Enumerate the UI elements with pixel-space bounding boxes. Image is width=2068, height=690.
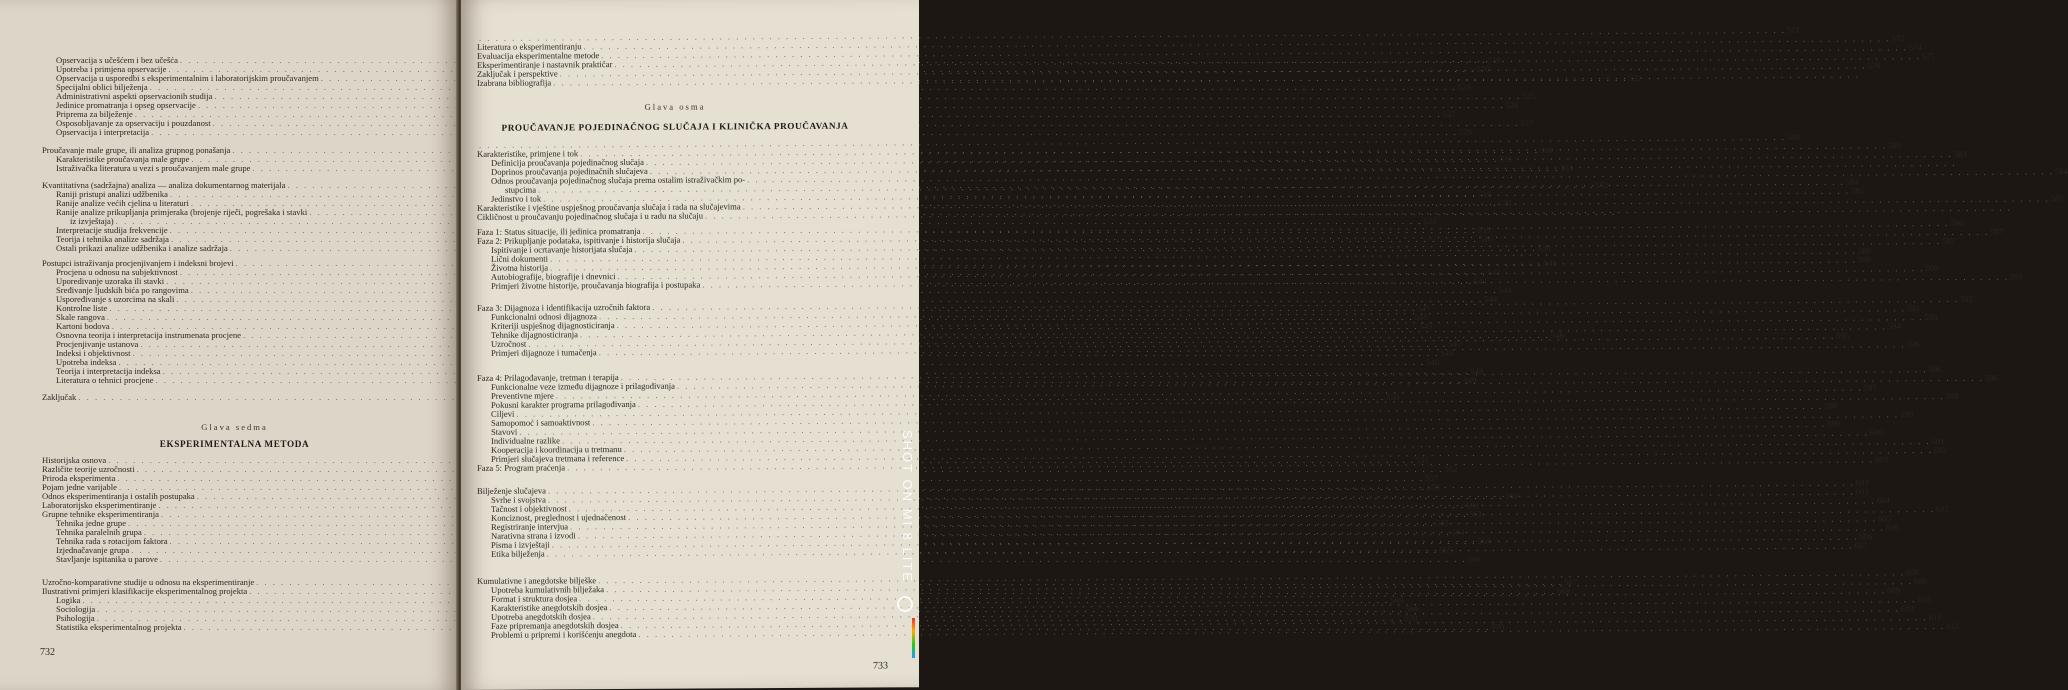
toc-entry — [477, 210, 873, 221]
toc-entry-title: Kriteriji uspješnog dijagnosticiranja — [491, 320, 615, 331]
toc-entry-title: Tehnika paralelnih grupa — [56, 527, 142, 537]
toc-entry-page: 545 — [1417, 303, 1431, 313]
toc-entry-title: Uspoređivanje s uzorcima na skali — [56, 294, 175, 304]
toc-entry-title: Osnovna teorija i interpretacija instrumenata procjene — [56, 330, 241, 340]
toc-entry-title: Faza 1: Status situacije, ili jedinica promatranja — [477, 225, 641, 237]
toc-entry-title: Literatura o eksperimentiranju — [477, 41, 582, 52]
toc-entry-page: 569 — [1390, 595, 1404, 605]
toc-entry-title: Pojam jedne varijable — [42, 482, 117, 492]
toc-entry-title: Izabrana bibliografija — [477, 77, 552, 88]
toc-entry-page: 603 — [1855, 477, 1869, 488]
toc-entry-page: 586 — [1950, 217, 1964, 228]
toc-entry-title: Odnos proučavanja pojedinačnog slučaja prema ostalim istraživačkim po- — [491, 174, 746, 186]
toc-entry-title: Uzročnost — [491, 338, 527, 349]
toc-entry-page: 544 — [1484, 294, 1498, 304]
toc-entry-page: 590 — [1925, 262, 1939, 274]
toc-entry-title: Ispitivanje i ocrtavanje historijata slučaja — [491, 243, 633, 255]
toc-entry-title: Opservacija u usporedbi s eksperimentalnim i laboratorijskim proučavanjem — [56, 73, 319, 83]
toc-entry-page: 530 — [1540, 145, 1554, 155]
toc-entry-page: 527 — [1520, 118, 1534, 128]
toc-entry-title: Konciznost, preglednost i ujednačenost — [491, 511, 627, 523]
toc-entry-page: 564 — [1451, 527, 1465, 537]
toc-entry-page: 561 — [1466, 500, 1480, 510]
toc-entry-page: 529 — [1458, 127, 1472, 137]
toc-entry-page: 587 — [1990, 226, 2004, 237]
toc-entry-page: 605 — [1877, 513, 1891, 524]
toc-entry-title: Jedinice promatranja i opseg opservacije — [56, 100, 196, 110]
toc-entry-page: 596 — [1928, 363, 1942, 375]
toc-entry-title: Statistika eksperimentalnog projekta — [56, 622, 182, 632]
watermark-color-bar — [912, 618, 915, 658]
toc-entry-title: Literatura o tehnici procjene — [56, 375, 154, 385]
toc-entry-page: 566 — [1467, 554, 1481, 564]
toc-entry-title: Primjeri slučajeva tretmana i reference — [491, 453, 625, 464]
toc-entry-title: Kvantitativna (sadržajna) analiza — analiza dokumentarnog materijala — [42, 180, 286, 190]
toc-entry-page: 591 — [2010, 271, 2024, 282]
toc-entry-title: Osposobljavanje za opservaciju i pouzdanost — [56, 118, 211, 128]
toc-entry-title: Bilježenje slučajeva — [477, 485, 546, 496]
toc-entry-title: Kooperacija i koordinacija u tretmanu — [491, 444, 622, 455]
toc-entry-title: Historijska osnova — [42, 455, 107, 465]
toc-entry-page: 592 — [1960, 293, 1974, 304]
toc-entry-title: Teorija i interpretacija indeksa — [56, 366, 161, 376]
toc-entry-title: Odnos eksperimentiranja i ostalih postupaka — [42, 491, 195, 501]
toc-entry-page: 548 — [1440, 348, 1454, 358]
toc-entry-page: 600 — [1869, 427, 1883, 438]
camera-lens-icon — [897, 596, 913, 612]
toc-entry-page: 527 — [1442, 109, 1456, 119]
toc-entry-page: 563 — [1468, 509, 1482, 519]
toc-entry-title: Grupne tehnike eksperimentiranja — [42, 509, 159, 519]
toc-entry-page: 542 — [1487, 267, 1501, 277]
toc-entry-title: Specijalni oblici bilježenja — [56, 82, 148, 92]
toc-entry-page: 548 — [1426, 357, 1440, 367]
toc-entry-title: Svrhe i svojstva — [491, 494, 546, 505]
toc-entry-page: 593 — [1924, 311, 1938, 323]
toc-entry-title: Uzročno-komparativne studije u odnosu na eksperimentiranje — [42, 577, 255, 587]
toc-entry-title: Kartoni bodova — [56, 321, 110, 331]
toc-entry — [42, 554, 1481, 564]
toc-entry-title: Narativna strana i izvodi — [491, 530, 576, 541]
toc-entry-title: Stavljanje ispitanika u parove — [56, 554, 158, 564]
toc-entry-title: Pokusni karakter programa prilagođivanja — [491, 398, 636, 410]
toc-entry-title: Upotreba i primjena opservacije — [56, 64, 167, 74]
toc-entry-page: 608 — [1905, 567, 1919, 578]
toc-entry-title: Pisma i izvještaji — [491, 539, 550, 550]
toc-entry-page: 539 — [1537, 243, 1551, 253]
toc-entry-page: 589 — [1857, 245, 1871, 256]
toc-entry-page: 598 — [1824, 400, 1838, 411]
toc-entry-title: iz izvještaja) — [70, 216, 114, 226]
toc-entry-title: Primjeri dijagnoze i tumačenja — [491, 347, 597, 358]
toc-entry-title: Registriranje intervjua — [491, 521, 569, 532]
toc-entry-title: Jedinstvo i tok — [491, 193, 542, 204]
toc-entry-title: Administrativni aspekti opservacionih studija — [56, 91, 213, 101]
toc-entry-page: 526 — [1505, 100, 1519, 110]
toc-entry-title: Kontrolne liste — [56, 303, 108, 313]
toc-entry-page: 611 — [1946, 620, 1960, 631]
toc-entry-page: 547 — [1448, 339, 1462, 349]
chapter-label: Glava sedma — [201, 422, 268, 432]
toc-entry-title: Autobiografije, biografije i dnevnici — [491, 271, 616, 282]
toc-entry-title: Raniji pristupi analizi udžbenika — [56, 189, 168, 199]
toc-entry-title: Upotreba kumulativnih bilježaka — [491, 584, 605, 595]
toc-entry-title: Ciljevi — [491, 408, 515, 419]
toc-entry-page: 583 — [1953, 148, 1967, 159]
toc-entry-page: 590 — [1857, 254, 1871, 265]
toc-entry-page: 549 — [1463, 375, 1477, 385]
toc-entry-title: Izjednačavanje grupa — [56, 545, 130, 555]
toc-entry-page: 585 — [2050, 193, 2064, 204]
toc-entry-title: Tačnost i objektivnost — [491, 503, 567, 514]
toc-entry-page: 599 — [1900, 409, 1914, 420]
toc-entry-title: Uporedivanje uzoraka ili stavki — [56, 276, 165, 286]
toc-entry-title: Tehnika rada s rotacijom faktora — [56, 536, 168, 546]
toc-entry-page: 607 — [1854, 540, 1868, 551]
toc-entry-page: 606 — [1885, 522, 1899, 533]
toc-entry-page: 580 — [1888, 140, 1901, 151]
toc-entry-title: Životna historija — [491, 262, 549, 273]
toc-entry-title: Opservacija i interpretacija — [56, 127, 150, 137]
toc-entry-title: Format i struktura dosjea — [491, 593, 578, 604]
toc-entry-title: Faza 5: Program praćenja — [477, 462, 566, 473]
toc-entry-page: 603 — [1874, 454, 1888, 465]
toc-entry-title: Primjeri životne historije, proučavanja biografija i postupaka — [491, 279, 701, 291]
toc-entry-title: Ostali prikazi analize udžbenika i analize sadržaja — [56, 243, 228, 253]
camera-watermark-text: SHOT ON MI 8 LITE — [900, 430, 915, 583]
toc-entry-title: Logika — [56, 595, 81, 605]
toc-entry-page: 520 — [1476, 64, 1490, 74]
toc-entry-title: Indeksi i objektivnost — [56, 348, 131, 358]
toc-entry-page: 580 — [1786, 131, 1800, 142]
toc-entry-page: 533 — [1498, 198, 1512, 208]
toc-entry-title: Sređivanje ljudskih bića po rangovima — [56, 285, 189, 295]
toc-entry-page: 559 — [1426, 482, 1440, 492]
toc-entry-page: 570 — [1491, 622, 1505, 632]
toc-entry-page: 576 — [1867, 60, 1881, 71]
toc-entry-page: 519 — [1487, 55, 1501, 65]
toc-entry-page: 611 — [1928, 611, 1942, 623]
toc-entry — [42, 127, 1472, 137]
toc-entry-title: Tehnike dijagnosticiranja — [491, 329, 578, 340]
toc-entry-page: 608 — [1914, 576, 1927, 587]
toc-entry-page: 603 — [1855, 486, 1869, 497]
toc-entry-page: 536 — [1478, 234, 1492, 244]
toc-entry-title: Evaluacija eksperimentalne metode — [477, 50, 600, 61]
toc-entry-page: 584 — [1845, 176, 1859, 187]
toc-entry-page: 551 — [1416, 455, 1429, 465]
toc-entry-title: Upotreba anegdotskih dosjea — [491, 611, 591, 622]
toc-entry-title: Karakteristike anegdotskih dosjea — [491, 602, 608, 613]
toc-entry-page: 564 — [1477, 536, 1491, 546]
toc-entry — [477, 76, 873, 87]
toc-entry-page: 533 — [1477, 189, 1491, 199]
toc-entry-page: 552 — [1444, 464, 1458, 474]
toc-entry-page: 531 — [1499, 154, 1513, 164]
chapter-label: Glava osma — [644, 101, 706, 112]
toc-entry-page: 610 — [1900, 603, 1914, 614]
toc-entry-title: Proučavanje male grupe, ili analiza grupnog ponašanja — [42, 145, 231, 155]
toc-entry-title: Zaključak i perspektive — [477, 68, 558, 79]
toc-entry-page: 574 — [1909, 42, 1922, 53]
toc-entry-page: 545 — [1419, 321, 1433, 331]
chapter-title: EKSPERIMENTALNA METODA — [159, 439, 310, 449]
toc-entry-title: Doprinos proučavanja pojedinačnih slučajeva — [491, 165, 648, 177]
toc-entry-title: Opservacija s učešćem i bez učešća — [56, 55, 178, 65]
toc-entry-page: 535 — [1477, 225, 1491, 235]
toc-entry-title: Priprema za bilježenje — [56, 109, 133, 119]
toc-entry-page: 584 — [2055, 166, 2068, 177]
toc-entry-title: stupcima — [505, 184, 537, 195]
chapter-title: PROUČAVANJE POJEDINAČNOG SLUČAJA I KLINIČKA PROUČAVANJA — [501, 120, 849, 133]
toc-entry-page: 606 — [1859, 531, 1873, 542]
toc-entry-page: 565 — [1439, 545, 1453, 555]
toc-entry-title: Procjena u odnosu na subjektivnost — [56, 267, 178, 277]
toc-entry-page: 542 — [1543, 258, 1557, 268]
toc-entry-title: Lični dokumenti — [491, 253, 549, 264]
toc-entry-title: Skale rangova — [56, 312, 105, 322]
toc-entry-title: Individualne razlike — [491, 435, 560, 446]
toc-entry-title: Samopomoć i samoaktivnost — [491, 417, 591, 428]
toc-entry-title: Sociologija — [56, 604, 96, 614]
toc-entry-title: Problemi u pripremi i korišćenju anegdota — [491, 628, 637, 640]
toc-entry-title: Funkcionalni odnosi dijagnoza — [491, 311, 597, 322]
toc-entry-title: Tehnika jedne grupe — [56, 518, 127, 528]
toc-entry-title: Etika bilježenja — [491, 548, 545, 559]
toc-entry-page: 544 — [1498, 285, 1512, 295]
toc-entry-page: 525 — [1522, 91, 1536, 101]
toc-entry-title: Kumulativne i anegdotske bilješke — [477, 575, 597, 586]
toc-entry-page: 548 — [1470, 366, 1484, 376]
toc-entry-title: Definicija proučavanja pojedinačnog slučaja — [491, 156, 644, 168]
toc-entry-page: 569 — [1405, 604, 1418, 614]
toc-entry-page: 592 — [1906, 303, 1920, 314]
toc-entry-title: Ranije analize prikupljanja primjeraka (brojenje riječi, pogrešaka i stavki — [56, 207, 308, 217]
toc-entry-title: Interpretacije studija frekvencije — [56, 225, 168, 235]
toc-entry-page: 609 — [1887, 585, 1900, 596]
toc-entry-page: 567 — [1564, 577, 1577, 587]
toc-entry-page: 534 — [1423, 216, 1437, 226]
toc-entry-page — [1860, 70, 1874, 79]
toc-entry-title: Eksperimentiranje i nastavnik praktičar — [477, 59, 613, 70]
toc-entry-page: 570 — [1404, 613, 1418, 623]
toc-entry-page: 557 — [1425, 473, 1439, 483]
toc-entry-page: 546 — [1550, 330, 1564, 340]
toc-entry-title: Teorija i tehnika analize sadržaja — [56, 234, 169, 244]
toc-entry-page: 597 — [1863, 382, 1877, 393]
toc-entry-title: Različite teorije uzročnosti — [42, 464, 135, 474]
toc-entry-title: Zaključak — [42, 392, 77, 402]
toc-entry-title: Priroda eksperimenta — [42, 473, 116, 483]
toc-entry-page: 550 — [1386, 392, 1400, 402]
toc-entry-page: 601 — [1931, 435, 1945, 447]
toc-entry-page: 596 — [1984, 372, 1998, 383]
page-number: 733 — [873, 660, 888, 672]
toc-entry-title: Istraživačka literatura u vezi s proučavanjem male grupe — [56, 163, 251, 173]
toc-entry-title: Laboratorijsko eksperimentiranje — [42, 500, 157, 510]
toc-entry-title: Karakteristike i vještine uspješnog proučavanja slučaja i rada na slučajevima — [477, 201, 741, 213]
toc-entry-page: 563 — [1435, 518, 1449, 528]
toc-entry-page: 569 — [1557, 586, 1570, 596]
toc-entry-title: Faza 4: Prilagođavanje, tretman i terapija — [477, 372, 619, 383]
toc-entry-page: 602 — [1934, 444, 1947, 456]
toc-entry-title: Procjenjivanje ustanova — [56, 339, 139, 349]
toc-entry-page: 575 — [1922, 50, 1936, 62]
toc-entry-page: 544 — [1473, 276, 1487, 286]
toc-entry-page: 596 — [1906, 339, 1920, 350]
toc-entry-page: 598 — [1945, 390, 1959, 401]
toc-entry-page: 571 — [1786, 24, 1800, 35]
toc-entry-page: 523 — [1457, 82, 1471, 92]
toc-entry-title: Upotreba indeksa — [56, 357, 117, 367]
toc-entry-title: Karakteristike, primjene i tok — [477, 148, 579, 159]
toc-entry-page: 610 — [1917, 594, 1931, 605]
toc-entry-page: 587 — [1942, 235, 1956, 246]
toc-entry-title: Ranije analize većih cjelina u literaturi — [56, 198, 189, 208]
toc-entry-page: 604 — [1876, 495, 1890, 506]
toc-entry-title: Stavovi — [491, 426, 518, 437]
toc-entry-page: 599 — [1827, 418, 1841, 429]
toc-entry-title: Cikličnost u proučavanju pojedinačnog slučaja i u radu na slučaju — [477, 210, 704, 222]
toc-entry-page: 531 — [1560, 163, 1574, 173]
toc-entry-title: Postupci istraživanja procjenjivanjem i indeksni brojevi — [42, 258, 234, 268]
toc-entry-title: Faza 3: Dijagnoza i identifikacija uzročnih faktora — [477, 301, 651, 313]
toc-entry-page: 594 — [1887, 321, 1901, 332]
toc-entry-title: Preventivne mjere — [491, 390, 554, 401]
toc-entry-page: 560 — [1504, 491, 1518, 501]
toc-entry-title: Karakteristike proučavanja male grupe — [56, 154, 190, 164]
page-number: 732 — [40, 647, 55, 658]
toc-entry-page: 545 — [1414, 312, 1428, 322]
toc-entry-page: 595 — [1836, 330, 1850, 341]
toc-entry-page: 522 — [1628, 73, 1642, 83]
toc-entry-title: Psihologija — [56, 613, 95, 623]
toc-entry-page: 585 — [1851, 185, 1864, 196]
toc-entry-title: Funkcionalne veze između dijagnoze i prilagođivanja — [491, 380, 675, 392]
toc-entry-page: 605 — [1935, 503, 1949, 514]
toc-entry-page — [2012, 203, 2026, 212]
toc-entry-title: Faza 2: Prikupljanje podataka, ispitivanje i historija slučaja — [477, 234, 681, 246]
toc-entry-title: Faze pripremanja anegdotskih dosjea — [491, 620, 619, 631]
toc-entry-page: 572 — [1891, 33, 1905, 44]
toc-entry-page: 532 — [1595, 180, 1609, 190]
toc-entry-title: Ilustrativni primjeri klasifikacije eksperimentalnog projekta — [42, 586, 248, 596]
